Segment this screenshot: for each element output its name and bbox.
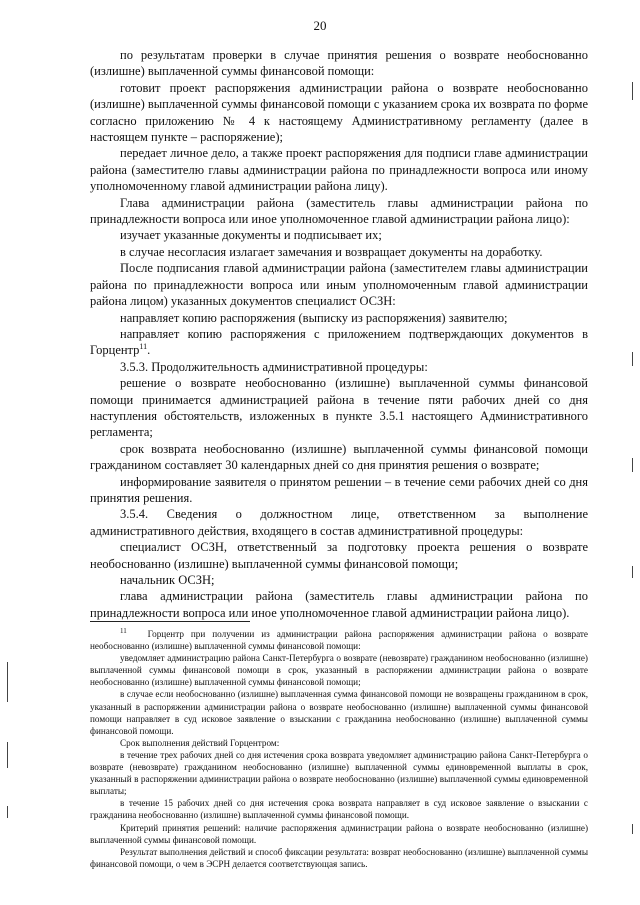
- paragraph: по результатам проверки в случае принятия решения о возврате необоснованно (излишне) выплаченной суммы финансовой помощи:: [90, 48, 588, 79]
- footnotes: [90, 628, 588, 870]
- scan-edge-mark: [632, 352, 633, 366]
- paragraph: решение о возврате необоснованно (излишне) выплаченной суммы финансовой помощи принимается администрацией района в течение пяти рабочих дней со дня наступления обстоятельств, изложенных в пункте 3.5.1 настоящего Административного регламента;: [90, 376, 588, 440]
- footnote-reference[interactable]: 11: [139, 342, 148, 352]
- footnote-separator: [90, 621, 250, 622]
- paragraph-text: направляет копию распоряжения с приложением подтверждающих документов в Горцентр: [90, 326, 588, 358]
- paragraph: в случае несогласия излагает замечания и возвращает документы на доработку.: [120, 244, 543, 259]
- main-text: [90, 47, 588, 621]
- paragraph: информирование заявителя о принятом решении – в течение семи рабочих дней со дня принятия решения.: [90, 474, 588, 505]
- paragraph: начальник ОСЗН;: [120, 573, 215, 587]
- scan-edge-mark: [7, 806, 8, 818]
- paragraph-end: .: [147, 343, 151, 358]
- footnote-paragraph: в случае если необоснованно (излишне) выплаченная сумма финансовой помощи не возвращены гражданином в срок, указанный в распоряжении администрации района о возврате необоснованно (излишне) выплаченной суммы финансовой помощи направляет в суд исковое заявление о взыскании с гражданина необоснованно (излишне) выплаченной суммы финансовой помощи.: [90, 689, 588, 736]
- footnote-paragraph: Результат выполнения действий и способ фиксации результата: возврат необоснованно (излишне) выплаченной суммы финансовой помощи, о чем в ЭСРН делается соответствующая запись.: [90, 846, 588, 869]
- paragraph: Глава администрации района (заместитель главы администрации района по принадлежности вопроса или иное уполномоченное главой администрации района лицо):: [90, 195, 588, 227]
- footnote-paragraph: в течение 15 рабочих дней со дня истечения срока возврата направляет в суд исковое заявление о взыскании с гражданина необоснованно (излишне) выплаченной суммы финансовой помощи.: [90, 798, 588, 821]
- scan-edge-mark: [632, 566, 633, 578]
- footnote-number: 11: [120, 626, 127, 635]
- scan-edge-mark: [632, 458, 633, 472]
- footnote-text: Горцентр при получении из администрации района распоряжения администрации района о возврате необоснованно (излишне) выплаченной суммы финансовой помощи:: [90, 629, 589, 652]
- paragraph: готовит проект распоряжения администрации района о возврате необоснованно (излишне) выплаченной суммы финансовой помощи с указанием срока их возврата по форме согласно приложению № 4 к настоящему Административному регламенту (далее в настоящем пункте – распоряжение);: [90, 80, 589, 145]
- footnote-paragraph: Срок выполнения действий Горцентром:: [120, 737, 280, 748]
- paragraph: специалист ОСЗН, ответственный за подготовку проекта решения о возврате необоснованно (излишне) выплаченной суммы финансовой помощи;: [90, 540, 588, 571]
- section-heading: 3.5.4. Сведения о должностном лице, ответственном за выполнение административного действия, входящего в состав административной процедуры:: [90, 507, 588, 538]
- paragraph-with-footnote: [90, 326, 588, 359]
- paragraph: изучает указанные документы и подписывает их;: [120, 228, 382, 243]
- footnote-item: [90, 628, 588, 652]
- page-number: 20: [313, 18, 327, 33]
- footnote-paragraph: Критерий принятия решений: наличие распоряжения администрации района о возврате необоснованно (излишне) выплаченной суммы финансовой помощи.: [90, 822, 588, 845]
- scan-edge-mark: [7, 662, 8, 702]
- paragraph: передает личное дело, а также проект распоряжения для подписи главе администрации района (заместителю главы администрации района по принадлежности вопроса или иному уполномоченному главой администрации района лицу).: [90, 146, 588, 194]
- paragraph: срок возврата необоснованно (излишне) выплаченной суммы финансовой помощи гражданином составляет 30 календарных дней со дня принятия решения о возврате;: [90, 441, 588, 473]
- paragraph: направляет копию распоряжения (выписку из распоряжения) заявителю;: [120, 310, 508, 325]
- paragraph: глава администрации района (заместитель главы администрации района по принадлежности вопроса или иное уполномоченное главой администрации района лицо).: [90, 589, 588, 620]
- scan-edge-mark: [632, 824, 633, 834]
- footnote-paragraph: уведомляет администрацию района Санкт-Петербурга о возврате (невозврате) гражданином необоснованно (излишне) выплаченной суммы финансовой помощи в срок, указанный в распоряжении администрации района о возврате необоснованно (излишне) выплаченной суммы финансовой помощи;: [90, 653, 588, 688]
- scan-edge-mark: [632, 82, 633, 100]
- paragraph: После подписания главой администрации района (заместителем главы администрации района по принадлежности вопроса или иным уполномоченным главой администрации района лицом) указанных документов специалист ОСЗН:: [90, 261, 588, 309]
- section-heading: 3.5.3. Продолжительность административной процедуры:: [120, 359, 428, 374]
- scan-edge-mark: [7, 742, 8, 768]
- footnote-paragraph: в течение трех рабочих дней со дня истечения срока возврата уведомляет администрацию района Санкт-Петербурга о возврате (невозврате) гражданином необоснованно (излишне) выплаченной суммы единовременной выплаты в срок, указанный в распоряжении администрации района о возврате необоснованно (излишне) выплаченной суммы единовременной выплаты;: [90, 749, 588, 797]
